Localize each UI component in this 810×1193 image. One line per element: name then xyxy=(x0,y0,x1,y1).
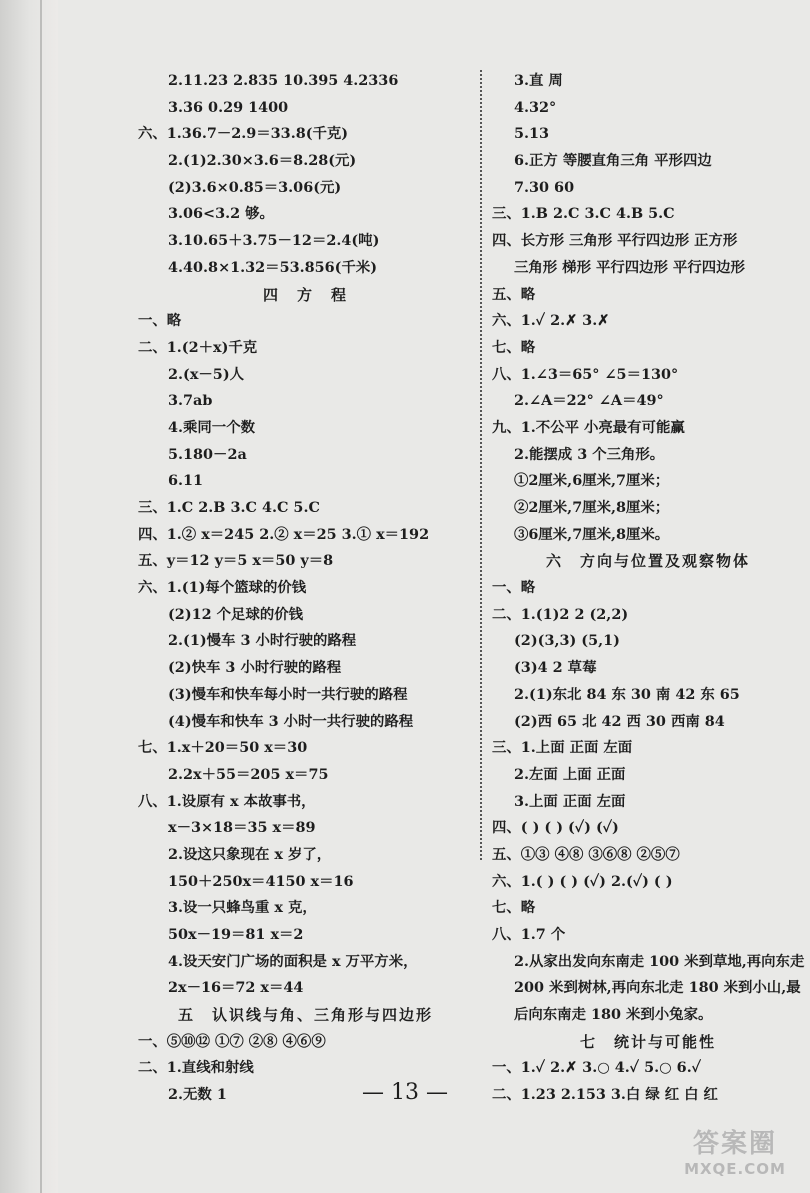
answer-line: 七、略 xyxy=(492,338,536,356)
answer-line: 2.左面 上面 正面 xyxy=(514,765,626,783)
answer-line: 三角形 梯形 平行四边形 平行四边形 xyxy=(514,258,745,276)
section-heading: 五 认识线与角、三角形与四边形 xyxy=(177,1006,433,1025)
answer-line: 2.无数 1 xyxy=(168,1086,227,1104)
answer-line: 4.设天安门广场的面积是 x 万平方米， xyxy=(168,952,418,970)
answer-line: 七、略 xyxy=(492,899,536,917)
answer-line: 6.正方 等腰直角三角 平形四边 xyxy=(514,152,712,170)
answer-line: 七、1.x＋20＝50 x＝30 xyxy=(138,739,308,757)
answer-line: 八、1.设原有 x 本故事书， xyxy=(138,792,316,810)
answer-line: (2)3.6×0.85＝3.06(元) xyxy=(168,178,342,196)
answer-line: 五、①③ ④⑧ ③⑥⑧ ②⑤⑦ xyxy=(492,845,680,863)
answer-line: 一、⑤⑩⑫ ①⑦ ②⑧ ④⑥⑨ xyxy=(138,1032,326,1050)
answer-line: 二、1.(1)2 2 (2,2) xyxy=(492,605,629,623)
answer-line: 九、1.不公平 小亮最有可能赢 xyxy=(492,418,685,436)
answer-line: 六、1.(1)每个篮球的价钱 xyxy=(138,579,307,597)
answer-line: 六、1.( ) ( ) (✓) 2.(✓) ( ) xyxy=(492,872,673,890)
answer-line: 7.30 60 xyxy=(514,178,575,196)
answer-line: 2x－16＝72 x＝44 xyxy=(168,979,304,997)
answer-line: 三、1.C 2.B 3.C 4.C 5.C xyxy=(138,499,320,516)
section-heading: 七 统计与可能性 xyxy=(579,1032,716,1051)
answer-line: (2)12 个足球的价钱 xyxy=(168,605,304,623)
answer-line: 2.设这只象现在 x 岁了， xyxy=(168,845,332,863)
answer-line: 5.180－2a xyxy=(168,445,247,463)
answer-line: 3.上面 正面 左面 xyxy=(514,792,626,810)
answer-line: 三、1.B 2.C 3.C 4.B 5.C xyxy=(492,205,675,223)
book-binding-edge xyxy=(0,0,58,1193)
answer-line: 六、1.✓ 2.✗ 3.✗ xyxy=(492,312,610,330)
answer-line: (3)慢车和快车每小时一共行驶的路程 xyxy=(168,685,408,703)
answer-line: 50x－19＝81 x＝2 xyxy=(168,926,304,943)
answer-line: ②2厘米,7厘米,8厘米； xyxy=(514,499,670,516)
section-heading: 四 方 程 xyxy=(262,285,348,304)
answer-line: 4.乘同一个数 xyxy=(168,418,255,436)
answer-line: 4.40.8×1.32＝53.856(千米) xyxy=(168,258,378,276)
answer-line: ③6厘米,7厘米,8厘米。 xyxy=(514,525,670,543)
answer-line: 2.(1)2.30×3.6＝8.28(元) xyxy=(168,152,357,170)
section-heading: 六 方向与位置及观察物体 xyxy=(545,552,750,571)
watermark-url: MXQE.COM xyxy=(684,1160,786,1178)
watermark-logo-text: 答案圈 xyxy=(692,1129,777,1159)
answer-line: 2.11.23 2.835 10.395 4.2336 xyxy=(168,72,399,89)
answer-line: (4)慢车和快车 3 小时一共行驶的路程 xyxy=(168,712,414,730)
right-answer-column xyxy=(492,68,804,1109)
answer-line: 二、1.直线和射线 xyxy=(138,1059,254,1077)
answer-line: (3)4 2 草莓 xyxy=(514,659,597,677)
answer-line: 200 米到树林,再向东北走 180 米到小山,最 xyxy=(514,979,801,997)
answer-line: 3.06<3.2 够。 xyxy=(168,205,274,223)
answer-line: 2.能摆成 3 个三角形。 xyxy=(514,445,665,463)
answer-line: 三、1.上面 正面 左面 xyxy=(492,739,633,757)
answer-line: 3.直 周 xyxy=(514,72,563,89)
answer-line: 一、略 xyxy=(492,579,536,597)
answer-line: 二、1.23 2.153 3.白 绿 红 白 红 xyxy=(492,1086,718,1104)
answer-line: x－3×18＝35 x＝89 xyxy=(168,819,316,837)
page-number: — 13 — xyxy=(362,1080,448,1105)
answer-line: 四、1.② x＝245 2.② x＝25 3.① x＝192 xyxy=(138,525,430,543)
answer-line: 2.2x＋55＝205 x＝75 xyxy=(168,765,329,783)
answer-line: 2.(1)慢车 3 小时行驶的路程 xyxy=(168,632,357,650)
answer-line: 八、1.7 个 xyxy=(492,926,566,943)
answer-line: (2)快车 3 小时行驶的路程 xyxy=(168,659,342,677)
answer-line: 六、1.36.7－2.9＝33.8(千克) xyxy=(138,125,349,143)
answer-line: 五、略 xyxy=(492,285,536,303)
answer-line: 四、长方形 三角形 平行四边形 正方形 xyxy=(492,232,738,250)
column-divider xyxy=(480,70,482,860)
answer-line: 5.13 xyxy=(514,125,550,143)
answer-line: 3.36 0.29 1400 xyxy=(168,98,289,116)
answer-line: 一、略 xyxy=(138,312,182,330)
answer-line: 一、1.✓ 2.✗ 3.○ 4.✓ 5.○ 6.✓ xyxy=(492,1059,701,1077)
binding-line xyxy=(40,0,42,1193)
left-answer-column xyxy=(138,68,473,1109)
answer-line: 二、1.(2＋x)千克 xyxy=(138,338,258,356)
answer-line: 2.∠A＝22° ∠A＝49° xyxy=(514,392,664,410)
answer-line: 八、1.∠3＝65° ∠5＝130° xyxy=(492,365,679,383)
answer-line: (2)西 65 北 42 西 30 西南 84 xyxy=(514,712,725,730)
answer-line: 4.32° xyxy=(514,98,557,116)
answer-line: 2.(1)东北 84 东 30 南 42 东 65 xyxy=(514,685,740,703)
answer-line: 五、y＝12 y＝5 x＝50 y＝8 xyxy=(138,552,334,570)
answer-line: 3.设一只蜂鸟重 x 克， xyxy=(168,899,317,917)
answer-line: 3.7ab xyxy=(168,392,213,410)
answer-line: 四、( ) ( ) (✓) (✓) xyxy=(492,819,619,837)
answer-line: 2.(x－5)人 xyxy=(168,365,245,383)
answer-line: 2.从家出发向东南走 100 米到草地,再向东走 xyxy=(514,952,805,970)
answer-line: 后向东南走 180 米到小兔家。 xyxy=(514,1006,713,1024)
answer-line: (2)(3,3) (5,1) xyxy=(514,632,620,650)
answer-line: ①2厘米,6厘米,7厘米； xyxy=(514,472,670,490)
answer-line: 3.10.65＋3.75－12＝2.4(吨) xyxy=(168,232,380,250)
watermark-logo xyxy=(670,1123,800,1183)
answer-line: 6.11 xyxy=(168,472,204,490)
answer-line: 150＋250x＝4150 x＝16 xyxy=(168,872,354,890)
